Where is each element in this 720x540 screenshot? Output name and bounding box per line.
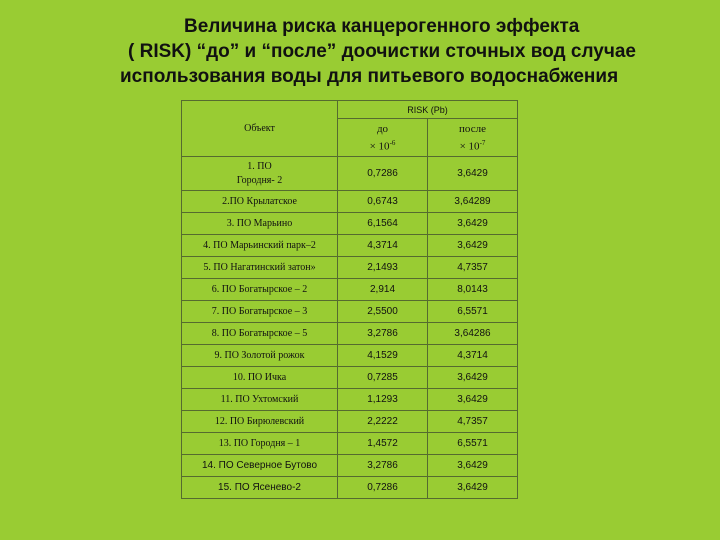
before-value-cell: 0,7286: [338, 157, 428, 191]
after-value-cell: 3,6429: [428, 157, 518, 191]
after-value-cell: 3,6429: [428, 213, 518, 235]
object-column-header: Объект: [182, 119, 338, 157]
before-value-cell: 1,4572: [338, 433, 428, 455]
table-row: [182, 345, 518, 367]
after-value-cell: 4,7357: [428, 411, 518, 433]
after-value-cell: 3,6429: [428, 367, 518, 389]
table-header-row: [182, 101, 518, 119]
before-value-cell: 4,3714: [338, 235, 428, 257]
before-value-cell: 2,2222: [338, 411, 428, 433]
table-row: [182, 235, 518, 257]
object-cell: 2.ПО Крылатское: [182, 191, 338, 213]
object-cell: 4. ПО Марьинский парк–2: [182, 235, 338, 257]
before-value-cell: 6,1564: [338, 213, 428, 235]
after-multiplier: × $10^{-7}$: [459, 138, 486, 153]
table-row: [182, 367, 518, 389]
slide-title: [0, 14, 720, 89]
table-row: [182, 455, 518, 477]
after-value-cell: 4,7357: [428, 257, 518, 279]
table-row: [182, 213, 518, 235]
before-value-cell: 0,7285: [338, 367, 428, 389]
before-value-cell: 0,6743: [338, 191, 428, 213]
blank-header-cell: [182, 101, 338, 119]
before-column-header: [338, 119, 428, 157]
table-row: [182, 433, 518, 455]
after-value-cell: 3,64286: [428, 323, 518, 345]
after-value-cell: 6,5571: [428, 433, 518, 455]
after-column-header: [428, 119, 518, 157]
before-value-cell: 0,7286: [338, 477, 428, 499]
object-cell: 12. ПО Бирюлевский: [182, 411, 338, 433]
object-cell: 3. ПО Марьино: [182, 213, 338, 235]
before-value-cell: 2,5500: [338, 301, 428, 323]
before-value-cell: 1,1293: [338, 389, 428, 411]
table-row: [182, 257, 518, 279]
risk-group-header: RISK (Pb): [338, 101, 518, 119]
before-multiplier: × $10^{-6}$: [369, 138, 396, 153]
before-value-cell: 2,914: [338, 279, 428, 301]
risk-table: [181, 100, 518, 499]
table-row: [182, 279, 518, 301]
object-cell: 9. ПО Золотой рожок: [182, 345, 338, 367]
after-value-cell: 3,6429: [428, 477, 518, 499]
before-value-cell: 3,2786: [338, 455, 428, 477]
object-cell: 10. ПО Ичка: [182, 367, 338, 389]
after-label: после: [459, 122, 486, 135]
title-line-1: Величина риска канцерогенного эффекта: [184, 16, 580, 37]
after-value-cell: 4,3714: [428, 345, 518, 367]
after-value-cell: 3,6429: [428, 389, 518, 411]
object-cell: 7. ПО Богатырское – 3: [182, 301, 338, 323]
after-value-cell: 8,0143: [428, 279, 518, 301]
after-value-cell: 3,6429: [428, 455, 518, 477]
after-value-cell: 3,64289: [428, 191, 518, 213]
object-cell: 11. ПО Ухтомский: [182, 389, 338, 411]
object-cell: 14. ПО Северное Бутово: [182, 455, 338, 477]
before-value-cell: 4,1529: [338, 345, 428, 367]
after-value-cell: 3,6429: [428, 235, 518, 257]
object-cell: 15. ПО Ясенево-2: [182, 477, 338, 499]
title-line-3: использования воды для питьевого водоснабжения: [120, 66, 619, 87]
table-row: [182, 157, 518, 191]
object-cell: 8. ПО Богатырское – 5: [182, 323, 338, 345]
object-cell: 5. ПО Нагатинский затон»: [182, 257, 338, 279]
table-row: [182, 389, 518, 411]
object-cell: 1. ПО Городня- 2: [182, 157, 338, 191]
after-value-cell: 6,5571: [428, 301, 518, 323]
table-row: [182, 411, 518, 433]
table-row: [182, 191, 518, 213]
before-value-cell: 2,1493: [338, 257, 428, 279]
table-row: [182, 323, 518, 345]
before-value-cell: 3,2786: [338, 323, 428, 345]
object-cell: 6. ПО Богатырское – 2: [182, 279, 338, 301]
table-subheader-row: [182, 119, 518, 157]
object-cell: 13. ПО Городня – 1: [182, 433, 338, 455]
table-row: [182, 477, 518, 499]
before-label: до: [376, 122, 389, 135]
title-line-2: ( RISK) “до” и “после” доочистки сточных вод случае: [128, 41, 636, 62]
table-row: [182, 301, 518, 323]
